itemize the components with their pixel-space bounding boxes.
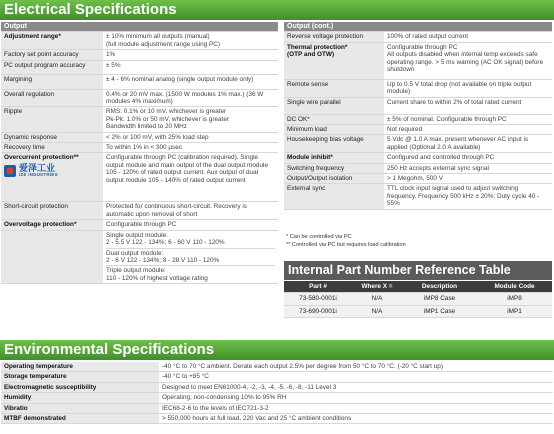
logo-chinese-text: 爱泽工业 bbox=[19, 162, 56, 173]
logo-english-text: IZE INDUSTRIES bbox=[19, 171, 58, 177]
output-cont-spec-table bbox=[284, 22, 552, 210]
spec-key: Output/Output isolation bbox=[284, 174, 384, 184]
env-value: -40 °C to +85 °C bbox=[159, 372, 553, 382]
spec-value: Configurable through PC All outputs disabled when internal temp exceeds safe operating range. > 5 ms warning (AC OK signal) before shutdown bbox=[384, 42, 552, 79]
spec-key-cell bbox=[1, 153, 103, 202]
environmental-spec-table bbox=[1, 362, 553, 424]
ize-logo bbox=[4, 164, 100, 177]
spec-value: Not required bbox=[384, 125, 552, 135]
spec-value: ± 4 - 6% nominal analog (single output module only) bbox=[103, 74, 278, 89]
spec-value: Configured and controlled through PC bbox=[384, 153, 552, 163]
env-key: Electromagnetic susceptibility bbox=[1, 382, 159, 392]
ipn-cell: N/A bbox=[352, 305, 402, 317]
ovp-single-module: Single output module: 2 - 5.5 V 122 - 134%; 6 - 60 V 110 - 120% bbox=[106, 231, 275, 249]
spec-key: Recovery time bbox=[1, 143, 103, 153]
table-row bbox=[284, 305, 552, 317]
spec-value: Current share to within 2% of total rated current bbox=[384, 97, 552, 114]
spec-key: PC output program accuracy bbox=[1, 60, 103, 74]
ize-logo-icon bbox=[4, 165, 16, 177]
electrical-specs-banner: Electrical Specifications bbox=[0, 0, 554, 20]
spec-value: < 2% or 100 mV, with 25% load step bbox=[103, 132, 278, 142]
spec-key: DC OK* bbox=[284, 114, 384, 124]
spec-key: Overall regulation bbox=[1, 89, 103, 107]
ovp-triple-module: Triple output module: 110 - 120% of highest voltage rating bbox=[106, 267, 208, 282]
ovp-submodules bbox=[103, 230, 278, 283]
spec-value: 5 Vdc @ 1.0 A max. present whenever AC input is applied (Optional 2.0 A available) bbox=[384, 135, 552, 153]
env-key: Vibratio bbox=[1, 403, 159, 413]
output-header: Output bbox=[1, 22, 103, 32]
spec-value: 1% bbox=[103, 50, 278, 60]
spec-value: To within 1% in < 300 µsec bbox=[103, 143, 278, 153]
spec-value: > 1 Megohm, 500 V bbox=[384, 174, 552, 184]
output-cont-header-blank bbox=[384, 22, 552, 32]
spec-key: Switching frequency bbox=[284, 163, 384, 173]
spec-key: Factory set point accuracy bbox=[1, 50, 103, 60]
ipn-col-module-code: Module Code bbox=[477, 281, 552, 293]
spec-value: Protected for continuous short-circuit. Recovery is automatic upon removal of short bbox=[103, 202, 278, 220]
ovp-key-blank bbox=[1, 230, 103, 283]
footnote-load-cal: ** Controlled via PC but requires load calibration bbox=[286, 242, 406, 248]
spec-value: Up to 0.5 V total drop (not available on triple output module) bbox=[384, 79, 552, 97]
spec-key: Thermal protection* (OTP and OTW) bbox=[284, 42, 384, 79]
spec-value: RMS: 0.1% or 10 mV, whichever is greater Pk-Pk: 1.0% or 50 mV, whichever is greater Bandwidth limited to 20 MHz bbox=[103, 107, 278, 132]
ipn-cell: 73-690-0001i bbox=[284, 305, 352, 317]
ipn-col-description: Description bbox=[402, 281, 477, 293]
spec-key: Overcurrent protection** bbox=[4, 154, 79, 162]
ipn-cell: iMP1 Case bbox=[402, 305, 477, 317]
env-value: -40 °C to 70 °C ambient. Derate each output 2.5% per degree from 50 °C to 70 °C. (-20 °C start up) bbox=[159, 362, 553, 372]
ipn-cell: iMP8 bbox=[477, 293, 552, 305]
spec-key: Module inhibit* bbox=[284, 153, 384, 163]
spec-key: Minimum load bbox=[284, 125, 384, 135]
spec-value: ± 10% minimum all outputs (manual) (full module adjustment range using PC) bbox=[103, 32, 278, 50]
ipn-col-part: Part # bbox=[284, 281, 352, 293]
env-key: Storage temperature bbox=[1, 372, 159, 382]
env-value: > 550,000 hours at full load, 220 Vac and 25 °C ambient conditions bbox=[159, 414, 553, 424]
ipn-table bbox=[284, 281, 552, 318]
spec-key: Housekeeping bias voltage bbox=[284, 135, 384, 153]
ipn-col-where: Where X = bbox=[352, 281, 402, 293]
spec-key: Short-circuit protection bbox=[1, 202, 103, 220]
spec-value: ± 5% bbox=[103, 60, 278, 74]
ipn-cell: N/A bbox=[352, 293, 402, 305]
spec-value: 250 Hz accepts external sync signal bbox=[384, 163, 552, 173]
spec-key: Overvoltage protection* bbox=[1, 220, 103, 230]
environmental-specs-banner: Environmental Specifications bbox=[0, 340, 554, 360]
ipn-cell: iMP1 bbox=[477, 305, 552, 317]
env-key: Humidity bbox=[1, 393, 159, 403]
ipn-table-title: Internal Part Number Reference Table bbox=[284, 261, 552, 280]
spec-key: Dynamic response bbox=[1, 132, 103, 142]
spec-value: 0.4% or 20 mV max. (1500 W modules 1% max.) (36 W modules 4% maximum) bbox=[103, 89, 278, 107]
table-row bbox=[284, 293, 552, 305]
spec-value: Configurable through PC (calibration required). Single output module and main output of the dual output module 105 - 120% of rated output current. Aux output of dual output module 105 - 140% of rated output current bbox=[103, 153, 278, 202]
output-spec-table bbox=[1, 22, 278, 284]
env-key: MTBF demonstrated bbox=[1, 414, 159, 424]
footnote-pc: * Can be controlled via PC bbox=[286, 234, 352, 240]
spec-value: 100% of rated output current bbox=[384, 32, 552, 42]
spec-value: TTL clock input signal used to adjust switching frequency. Frequency 500 kHz ± 20%; Duty cycle 40 - 55% bbox=[384, 184, 552, 210]
spec-key: Adjustment range* bbox=[1, 32, 103, 50]
spec-key: Ripple bbox=[1, 107, 103, 132]
env-key: Operating temperature bbox=[1, 362, 159, 372]
spec-key: Remote sense bbox=[284, 79, 384, 97]
env-value: Operating; non-condensing 10% to 95% RH bbox=[159, 393, 553, 403]
output-cont-header: Output (cont.) bbox=[284, 22, 384, 32]
spec-key: External sync bbox=[284, 184, 384, 210]
spec-value: Configurable through PC bbox=[103, 220, 278, 230]
output-header-blank bbox=[103, 22, 278, 32]
spec-key: Reverse voltage protection bbox=[284, 32, 384, 42]
env-value: IEC68-2-6 to the levels of IEC721-3-2 bbox=[159, 403, 553, 413]
ovp-dual-module: Dual output module: 2 - 6 V 122 - 134%; 8 - 28 V 110 - 120% bbox=[106, 249, 275, 267]
spec-key: Margining bbox=[1, 74, 103, 89]
ipn-cell: 73-580-0001i bbox=[284, 293, 352, 305]
env-value: Designed to meet EN61000-4, -2, -3, -4, -5, -6, -8, -11 Level 3 bbox=[159, 382, 553, 392]
spec-key: Single wire parallel bbox=[284, 97, 384, 114]
ipn-cell: iMP8 Case bbox=[402, 293, 477, 305]
spec-value: ± 5% of nominal. Configurable through PC bbox=[384, 114, 552, 124]
